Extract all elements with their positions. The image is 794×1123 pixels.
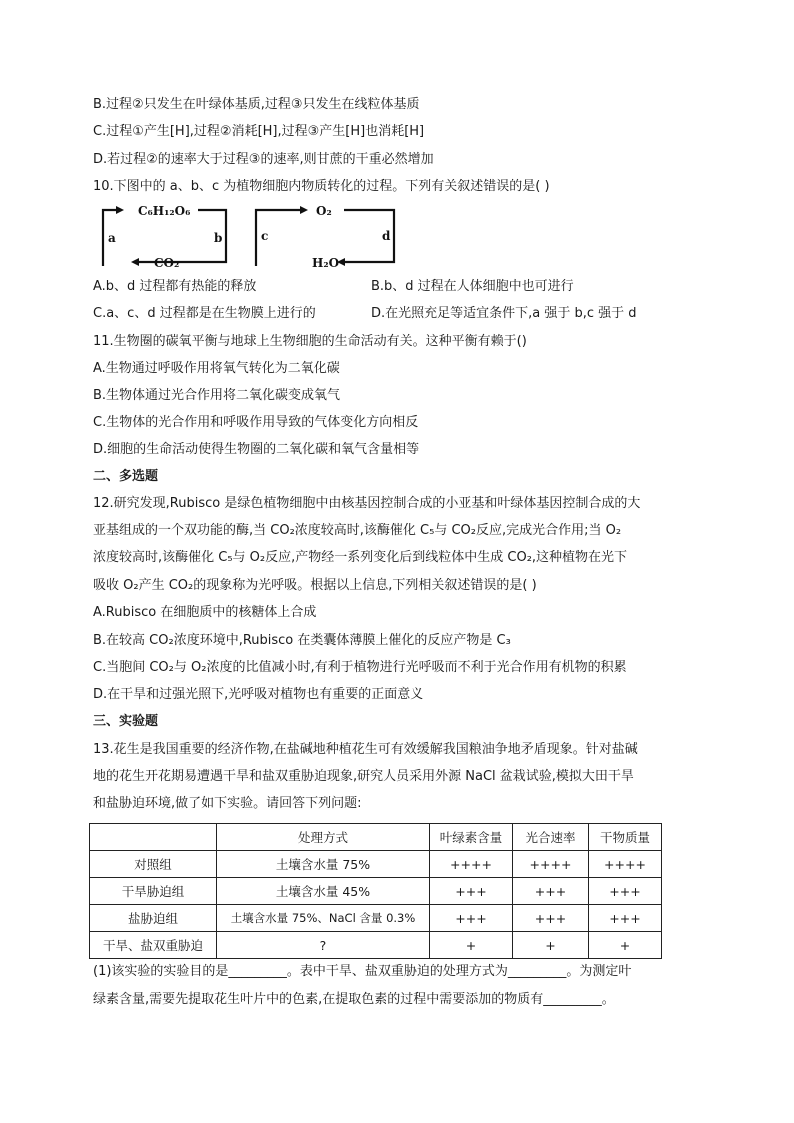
table-cell: 干旱、盐双重胁迫 xyxy=(90,932,217,959)
q10-option-c: C.a、c、d 过程都是在生物膜上进行的 xyxy=(93,306,316,321)
q13-line-1: 13.花生是我国重要的经济作物,在盐碱地种植花生可有效缓解我国粮油争地矛盾现象。针对盐碱 xyxy=(93,742,638,757)
q10-option-a: A.b、d 过程都有热能的释放 xyxy=(93,279,257,294)
table-cell: 对照组 xyxy=(90,851,217,878)
q12-option-b: B.在较高 CO₂浓度环境中,Rubisco 在类囊体薄膜上催化的反应产物是 C₃ xyxy=(93,633,511,648)
q9-option-b: B.过程②只发生在叶绿体基质,过程③只发生在线粒体基质 xyxy=(93,97,420,112)
section-heading-multi: 二、多选题 xyxy=(93,469,159,484)
q10-cycle-diagram xyxy=(96,200,396,272)
table-row xyxy=(90,851,662,878)
table-cell: +++ xyxy=(589,878,662,905)
table-cell: + xyxy=(589,932,662,959)
q11-option-c: C.生物体的光合作用和呼吸作用导致的气体变化方向相反 xyxy=(93,415,419,430)
table-cell: ++++ xyxy=(513,851,589,878)
table-cell: 干旱胁迫组 xyxy=(90,878,217,905)
table-cell: 盐胁迫组 xyxy=(90,905,217,932)
q12-line-1: 12.研究发现,Rubisco 是绿色植物细胞中由核基因控制合成的小亚基和叶绿体基因控制合成的大 xyxy=(93,496,641,511)
co2-label: CO₂ xyxy=(154,256,180,270)
label-a: a xyxy=(108,231,116,245)
q11-option-a: A.生物通过呼吸作用将氧气转化为二氧化碳 xyxy=(93,361,340,376)
q13-subquestion-1a: (1)该实验的实验目的是_________。表中干旱、盐双重胁迫的处理方式为_________。为测定叶 xyxy=(93,964,632,979)
table-row xyxy=(90,932,662,959)
q12-line-4: 吸收 O₂产生 CO₂的现象称为光呼吸。根据以上信息,下列相关叙述错误的是( ) xyxy=(93,578,537,593)
q13-subquestion-1b: 绿素含量,需要先提取花生叶片中的色素,在提取色素的过程中需要添加的物质有_________。 xyxy=(93,992,615,1007)
table-cell: ? xyxy=(217,932,430,959)
table-cell: ++++ xyxy=(430,851,513,878)
q9-option-c: C.过程①产生[H],过程②消耗[H],过程③产生[H]也消耗[H] xyxy=(93,124,425,139)
table-cell: +++ xyxy=(513,905,589,932)
label-c: c xyxy=(261,229,269,243)
table-cell: +++ xyxy=(430,905,513,932)
q12-option-a: A.Rubisco 在细胞质中的核糖体上合成 xyxy=(93,605,317,620)
table-cell: ++++ xyxy=(589,851,662,878)
table-row xyxy=(90,878,662,905)
table-cell: 土壤含水量 75% xyxy=(217,851,430,878)
table-cell: + xyxy=(513,932,589,959)
q10-option-d: D.在光照充足等适宜条件下,a 强于 b,c 强于 d xyxy=(371,306,637,321)
label-b: b xyxy=(214,231,223,245)
q10-option-b: B.b、d 过程在人体细胞中也可进行 xyxy=(371,279,574,294)
q13-line-2: 地的花生开花期易遭遇干旱和盐双重胁迫现象,研究人员采用外源 NaCl 盆栽试验,模拟大田干旱 xyxy=(93,769,634,784)
table-header-cell: 处理方式 xyxy=(217,824,430,851)
table-header-row xyxy=(90,824,662,851)
q12-option-d: D.在干旱和过强光照下,光呼吸对植物也有重要的正面意义 xyxy=(93,687,424,702)
section-heading-experiment: 三、实验题 xyxy=(93,714,159,729)
table-header-cell: 光合速率 xyxy=(513,824,589,851)
table-row xyxy=(90,905,662,932)
q11-option-d: D.细胞的生命活动使得生物圈的二氧化碳和氧气含量相等 xyxy=(93,442,420,457)
q12-line-3: 浓度较高时,该酶催化 C₅与 O₂反应,产物经一系列变化后到线粒体中生成 CO₂,这种植物在光下 xyxy=(93,550,628,565)
table-cell: +++ xyxy=(513,878,589,905)
q13-line-3: 和盐胁迫环境,做了如下实验。请回答下列问题: xyxy=(93,796,362,811)
table-cell: +++ xyxy=(430,878,513,905)
q11-option-b: B.生物体通过光合作用将二氧化碳变成氧气 xyxy=(93,388,341,403)
q11-stem: 11.生物圈的碳氧平衡与地球上生物细胞的生命活动有关。这种平衡有赖于() xyxy=(93,334,527,349)
table-cell: 土壤含水量 75%、NaCl 含量 0.3% xyxy=(217,905,430,932)
q9-option-d: D.若过程②的速率大于过程③的速率,则甘蔗的干重必然增加 xyxy=(93,152,434,167)
label-d: d xyxy=(382,229,391,243)
table-cell: +++ xyxy=(589,905,662,932)
glucose-label: C₆H₁₂O₆ xyxy=(138,204,191,218)
o2-label: O₂ xyxy=(316,204,332,218)
experiment-table xyxy=(89,823,662,959)
h2o-label: H₂O xyxy=(312,256,340,270)
table-header-cell: 干物质量 xyxy=(589,824,662,851)
table-header-cell xyxy=(90,824,217,851)
table-header-cell: 叶绿素含量 xyxy=(430,824,513,851)
table-cell: + xyxy=(430,932,513,959)
q10-stem: 10.下图中的 a、b、c 为植物细胞内物质转化的过程。下列有关叙述错误的是( ) xyxy=(93,179,550,194)
q12-option-c: C.当胞间 CO₂与 O₂浓度的比值减小时,有利于植物进行光呼吸而不利于光合作用有机物的积累 xyxy=(93,660,627,675)
q12-line-2: 亚基组成的一个双功能的酶,当 CO₂浓度较高时,该酶催化 C₅与 CO₂反应,完成光合作用;当 O₂ xyxy=(93,523,622,538)
table-cell: 土壤含水量 45% xyxy=(217,878,430,905)
